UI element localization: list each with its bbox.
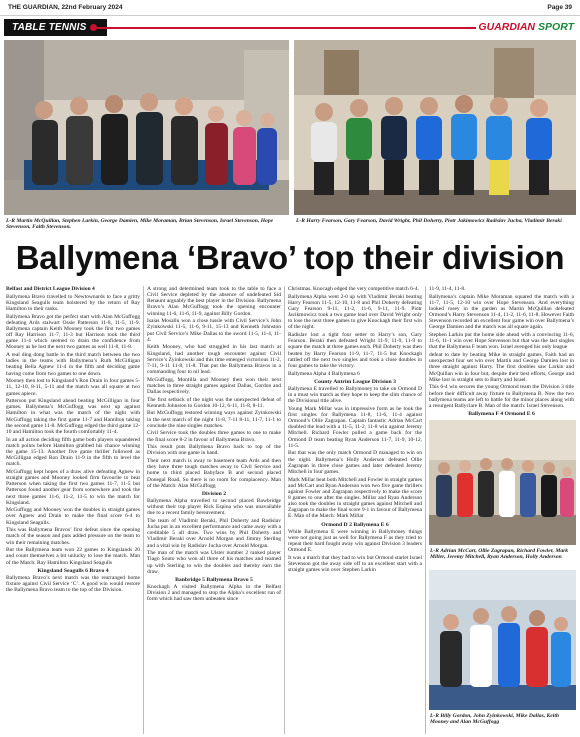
caption-top-right: L-R Harry Fearson, Gary Fearson, David Wright, Phil Doherty, Piotr Jakimowicz Radislav Jucha, Vladimir Beraki [296,218,562,224]
paragraph: But McGuffogg restored winning ways against Zyinkowski in the next match of the night 11-8, 7-11 8-11, 11-7, 11-1 to conclude the nine singles matches. [147,410,281,429]
paragraph: But the Ballymena team won 22 games to Kingslands 20 and count themselves a bit unlucky to lose the match. Man of the Match: Ray Hamilton Kingsland Seagulls [6,547,140,566]
paragraph: Radislav lost a tight four setter to Harry’s son, Gary Fearson. Beraki then defeated Wright 11-9, 11-9, 11-9 to square the match at three games each. Phil Doherty was then beaten by Harry Fearson 11-9, 11-7, 11-5 but Knockagh rattled off the next two singles and took a close doubles in four games to take the victory. [288,332,422,369]
article-column-2 [147,286,281,604]
photo-ballymena-f-ormond-e [4,40,289,215]
paragraph: McGuffogg and Mooney won the doubles in straight games over Agnew and Drain to make the final score 6-4 to Kingsland Seagulls. [6,507,140,526]
result-heading: Kingsland Seagulls 6 Bravo 4 [37,567,109,574]
result-heading: County Antrim League Division 3 [314,378,396,385]
masthead-page-number: Page 39 [547,4,572,11]
paragraph: Their next match is away to basement team Ards and then they have three tough matches away to Civil Service and home to third placed Babyface B and second placed Donegal Road, So there is no room for complacency. Man of the Match: Alan McGuffogg [147,458,281,489]
paragraph: McGuffogg kept hopes of a draw alive defeating Agnew in straight games and Mooney looked firm favourite to beat Patterson when taking the first two games 11-7, 11-5 but Patterson found another gear from somewhere and took the next three games 11-6, 11-2, 11-5 to win the match for Kingsland. [6,468,140,506]
paragraph: Knockagh A visited Ballymena Alpha in the Belfast Division 2 and managed to stop the Alpha’s excellent run of form which had saw them unbeaten since [147,584,281,603]
masthead-issue: THE GUARDIAN, 22nd February 2024 [8,4,123,11]
paragraph: Ballymena Bravo got the perfect start with Alan McGuffogg defeating Ards stalwart Ossie Patterson 11-8, 11-5, 11-9. Ballymena captain Keith Mooney took the first two games off Ray Harrison 11-7, 11-3 but Harrison took the third game 11-4 which seemed to drain the confidence from Mooney as he lost the next two games as well 11-8, 11-8. [6,313,140,351]
paragraph: In an all action deciding fifth game both players squandered match points before Hamilton grabbed his chance winning the game 15-13. Another five game thriller followed as McGilligan edged Ron Drain 11-9 in the fifth to level the match. [6,436,140,468]
team-photo-image-3 [429,420,576,545]
paragraph: A real ding dong battle in the third match between the two ladies in the teams with Ballymena’s Ruth McGilligan beating Bella Agnew 11-4 in the fifth and deciding game having come from two games to one down. [6,352,140,377]
paragraph: Civil Service took the doubles three games to one to make the final score 8-2 in favour of Ballymena Bravo. [147,430,281,443]
team-photo-image-4 [429,570,576,710]
result-heading: Ballymena F 4 Ormond E 6 [468,410,535,417]
paragraph: Ballymena Alpha travelled to second placed Bawbridge without their top player Rick Espina who was unavailable due to a recent family bereavement. [147,498,281,517]
masthead [0,0,580,16]
paragraph: Mooney then lost to Kingsland’s Ron Drain in four games 5-11, 12-10, 8-11, 5-11 and the match was all square at two games apiece. [6,378,140,397]
caption-mid-right: L-R Adrian McCart, Ollie Zagrapan, Richard Fowler, Mark Miller, Jeremy Mitchell, Ryan Anderson, Holly Anderson [430,548,569,561]
paragraph: Mark Millar beat both Mitchell and Fowler in straight games and McCart and Ryan Anderson won two five game thrillers against Fowler and Zagrapan respectively to make the score 8 games to one after the singles. Millar and Ryan Anderson also took the doubles in straight games against Mitchell and Zagrapan to make the final score 9-1 in favour of Ballymena E. Man of the Match: Mark Millar [288,476,422,520]
photo-ballymena-alpha-knockagh [294,40,576,215]
column-divider-2 [284,286,285,734]
paragraph: The first setback of the night was the unexpected defeat of Kenneth Johnston to Gordon 10-12, 6-11, 11-8, 8-11. [147,396,281,409]
section-label: TABLE TENNIS [12,22,87,33]
photo-civil-service [429,570,576,710]
paragraph: Ballymena’s captain Mike Moraman squared the match with a 11-7, 11-5, 12-10 win over Hope Stevenson. And everything looked rosey in the garden as Martin McQuillan defeated Ormond’s Harry Stevenson 11-4, 11-2, 11-6, 11-8. However Faith Stevenson recorded an excellent four game win over Ballymena’s George Damien and the match was all square again. [429,293,574,331]
photo-ormond-d-ballymena-e [429,420,576,545]
brand-guardian: GUARDIAN [478,21,536,33]
paragraph: Keith Mooney, who had struggled in his last match at Kingsland, had another tough encounter against Civil Service’s Zyinkowski and this time emerged victorious 11-2, 7-11, 9-11 11-8, 11-8. That put the Ballymena Bravos in a commanding four to nil lead. [147,344,281,376]
result-heading: Ormond D 2 Ballymena E 6 [321,521,389,528]
paragraph: Ballymena Alpha went 2-0 up with Vladimir Beraki beating Harry Fearson 11-5, 12-10, 11-8 and Phil Doherty defeating Gary Fearson 9-11, 11-2, 11-6, 9-11, 11-9. Piotr Jacikmowicz took a two game lead over David Wright only to lose the next three games to give Knockagh their first win of the night. [288,293,422,331]
paragraph: Ballymena E travelled to Ballymoney to take on Ormond D in a must win match as they hope to keep the slim chance of the Divisional title alive. [288,385,422,405]
paragraph: This 6-4 win secures the young Ormond team the Division 3 title before their difficult away fixture to Ballymena B. Now the two ballymena teams are left to battle for the minor places along with a resurgent Ballyclare B. Man of the match: Israel Stevenson. [429,384,574,409]
paragraph: 11-9, 11-4, 11-8. [429,286,466,292]
paragraph: defeat to date by beating Mike in straight games, Faith had an unexpected four set win over Martin and George Damien lost in three straight against Harry. The first doubles saw Larkin and McQuillan win in four but, despite their best efforts, George and Mike lost in straight sets to Barry and Israel. [429,352,574,383]
paragraph: Isaias Mosallu won a close tussle with Civil Service’s John Zyinkowski 11-5, 11-6, 9-11, 15-13 and Kenneth Johnston put Civil Service’s Mike Dallas to the sword 11-5, 11-4, 11-4. [147,318,281,343]
caption-top-left: L-R Martin McQuillan, Stephen Larkin, George Damien, Mike Moraman, Brian Stevenson, Israel Stevenson, Hope Stevenson, Faith Stevenson. [6,218,274,231]
section-brand [478,20,574,35]
paragraph: Young Mark Millar was in impressive form as he took the first singles for Ballymena 11-8, 11-6, 11-4 against Ormond’s Ollie Zagrapan. Captain fantastic Adrian McCart doubled the lead with a 11-5, 11-2, 11-8 win against Jeremy Mitchell. Richard Fowler pulled a game back for the Ormond D team beating Ryan Anderson 11-7, 11-9, 10-12, 11-5. [288,405,422,449]
paragraph: Ballymena Bravo’s next match was the rearranged home fixture against Civil Service ‘C’. A good win would restore the Ballymena Bravo team to the top of the Division. [6,574,140,594]
team-photo-image-2 [294,40,576,215]
headline: Ballymena ‘Bravo’ top their division [15,239,565,276]
article-column-1 [6,286,140,595]
paragraph: Ballymena Bravo travelled to Newtownards to face a gritty Kingsland Seagulls team bolstered by the return of Ray Hamilton to their ranks. [6,293,140,312]
section-badge [4,19,107,36]
paragraph: The man of the match was Ulster number 2 ranked player Tiago Souto who won all three of his matches and teamed up with Sterling to win the doubles and thereby earn the draw. [147,550,281,575]
section-lead: Belfast and District League Division 4 [6,286,95,292]
paragraph: Stephen Larkin put the home side ahead with a convincing 11-6, 11-6, 11-1 win over Hope Stevenson but that was the last singles that the Ballymena F team won. Israel avenged his only league [429,332,574,351]
paragraph: A strong and determined team took to the table to face a Civil Service depleted by the absence of undefeated Sid Renaunt arguably the best player in the Division. Ballymena Bravo’s Alan McGuffogg took the opening encounter winning 11-6, 11-6, 11-9, against Billy Gordon. [147,286,281,317]
result-heading: Division 2 [201,490,227,497]
team-photo-image [4,40,289,215]
paragraph: While Ballymena E were winning in Ballymoney things were not going just as well for Ballymena F as they tried to repeat their hard fought away win against Division 3 leaders Ormond E. [288,528,422,554]
caption-bottom-right: L-R Billy Gordon, John Zyinkowski, Mike Dallas, Keith Mooney and Alan McGuffogg [430,713,559,726]
section-rule [96,27,476,29]
paragraph: This result puts Ballymena Bravo back to top of the Division with one game in hand. [147,444,281,457]
paragraph: Patterson put Kingsland ahead beating McGilligan in four games. Ballymena’s McGuffogg was next up against Hamilton in what was the match of the night with McGuffogg taking the first game 11-7 and Hamilton taking the second game 11-8. McGuffogg edged the third game 12-10 and Hamilton took the fourth comfortably 11-4. [6,398,140,435]
paragraph: Christmas. Knocagh edged the very competitive match 6-4. [288,286,419,292]
paragraph: It was a match that they had to win but Ormond starlet Israel Stevenson got the away side off to an excellent start with a straight games win over Stephen Larkin [288,554,422,574]
paragraph: But that was the only match Ormond D managed to win on the night. Ballymena’s Holly Anderson defeated Ollie Zagrapan in three close games and later defeated Jeremy Mitchell in four games. [288,450,422,475]
brand-sport: SPORT [538,21,574,33]
column-divider-1 [143,286,144,734]
paragraph: The team of Vladimir Beraki, Phil Doherty and Radislav Jucha put in an excellent performance and came away with a creditable 5 all draw. Two wins by Phil Doherty and Vladimir Beraki over Arnold Morgan and Jimmy Sterling and a vital win by Radislav Jucha over Arnold Morgan. [147,517,281,549]
article-column-3 [288,286,422,575]
paragraph: McGuffogg, Montilla and Mooney then won their next matches in three straight games against Dallas, Gordon and Dallas respectively. [147,376,281,395]
article-column-4 [429,286,574,418]
paragraph: Ballymena Alpha 4 Ballymena 6 [288,370,360,377]
section-bar [4,19,576,36]
paragraph: This was Ballymena Bravos’ first defeat since the opening match of the season and puts added pressure on the team to win their remaining matches. [6,527,140,546]
column-divider-3 [425,286,426,734]
result-heading: Banbridge 5 Ballymena Bravo 5 [175,576,253,583]
